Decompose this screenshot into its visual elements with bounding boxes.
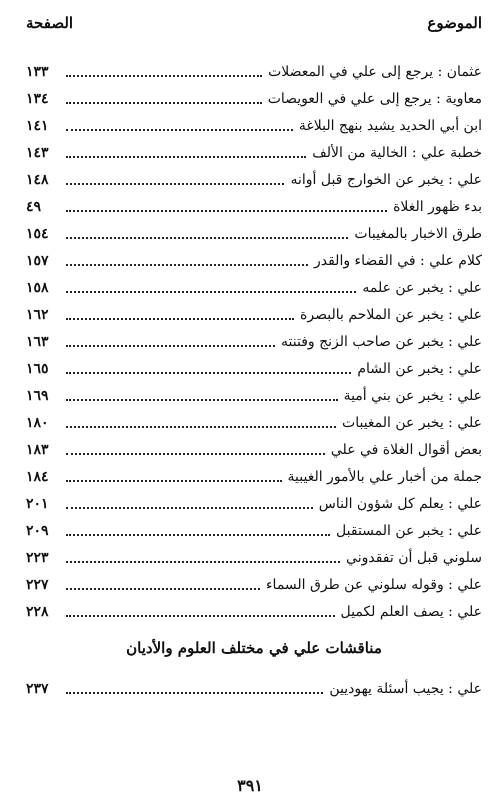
entry-title: سلوني قبل أن تفقدوني <box>346 550 482 566</box>
dot-leader <box>66 372 351 374</box>
section-entry-list <box>26 671 482 698</box>
entry-page-number: ٢٢٨ <box>26 604 49 620</box>
entry-page-number: ١٦٢ <box>26 307 49 323</box>
entry-title: علي : يخبر عن علمه <box>362 280 482 296</box>
entry-page-number: ١٦٩ <box>26 388 49 404</box>
entry-title: عثمان : يرجع إلى علي في المعضلات <box>268 64 482 80</box>
dot-leader <box>66 561 340 563</box>
toc-entry <box>26 405 482 432</box>
entry-title: علي : يخبر عن الخوارج قبل أوانه <box>290 172 482 188</box>
dot-leader <box>66 102 262 104</box>
entry-title: ابن أبي الحديد يشيد بنهج البلاغة <box>298 118 482 134</box>
entry-title: علي : يخبر عن صاحب الزنج وفتنته <box>281 334 482 350</box>
dot-leader <box>66 534 330 536</box>
entry-page-number: ٢٠١ <box>26 496 49 512</box>
entry-page-number: ٢٢٣ <box>26 550 49 566</box>
entry-page-number: ١٨٣ <box>26 442 49 458</box>
entry-title: جملة من أخبار علي بالأمور الغيبية <box>287 469 482 485</box>
toc-entry <box>26 324 482 351</box>
entry-page-number: ١٨٤ <box>26 469 49 485</box>
entry-title: علي : يخبر عن المستقبل <box>336 523 482 539</box>
entry-title: معاوية : يرجع إلى علي في العويصات <box>267 91 482 107</box>
toc-entry <box>26 594 482 621</box>
toc-entry <box>26 54 482 81</box>
dot-leader <box>66 480 282 482</box>
dot-leader <box>66 237 348 239</box>
dot-leader <box>66 507 313 509</box>
section-heading: مناقشات علي في مختلف العلوم والأديان <box>126 639 382 657</box>
dot-leader <box>66 692 323 694</box>
toc-entry <box>26 432 482 459</box>
dot-leader <box>66 183 284 185</box>
toc-header <box>26 14 482 32</box>
dot-leader <box>66 156 306 158</box>
dot-leader <box>66 129 293 131</box>
entry-page-number: ٤٩ <box>26 199 42 215</box>
entry-title: علي : يجيب أسئلة يهوديين <box>329 681 482 697</box>
entry-title: بعض أقوال الغلاة في علي <box>330 442 482 458</box>
entry-title: علي : وقوله سلوني عن طرق السماء <box>265 577 482 593</box>
entry-title: بدء ظهور الغلاة <box>393 199 482 215</box>
entry-title: خطبة علي : الخالية من الألف <box>312 145 482 161</box>
entry-page-number: ٢٢٧ <box>26 577 49 593</box>
entry-page-number: ١٤١ <box>26 118 49 134</box>
page-number: ٣٩١ <box>237 776 263 795</box>
page-column-heading: الصفحة <box>26 14 74 32</box>
entry-page-number: ١٤٣ <box>26 145 49 161</box>
toc-entry <box>26 243 482 270</box>
toc-entry <box>26 486 482 513</box>
dot-leader <box>66 291 356 293</box>
toc-entry <box>26 189 482 216</box>
toc-entry <box>26 513 482 540</box>
entry-page-number: ١٥٧ <box>26 253 49 269</box>
dot-leader <box>66 399 338 401</box>
entry-page-number: ١٦٥ <box>26 361 49 377</box>
toc-entry <box>26 378 482 405</box>
dot-leader <box>66 426 336 428</box>
entry-title: كلام علي : في القضاء والقدر <box>313 253 482 269</box>
entry-page-number: ١٣٤ <box>26 91 49 107</box>
entry-title: علي : يعلم كل شؤون الناس <box>318 496 482 512</box>
toc-entry <box>26 135 482 162</box>
entry-title: علي : يخبر عن الشام <box>357 361 482 377</box>
entry-page-number: ١٥٤ <box>26 226 49 242</box>
entry-page-number: ٢٠٩ <box>26 523 49 539</box>
toc-entry <box>26 567 482 594</box>
toc-entry-list <box>26 54 482 621</box>
entry-title: علي : يصف العلم لكميل <box>340 604 482 620</box>
entry-page-number: ١٥٨ <box>26 280 49 296</box>
toc-entry <box>26 216 482 243</box>
dot-leader <box>66 453 325 455</box>
entry-title: طرق الاخبار بالمغيبات <box>354 226 482 242</box>
entry-title: علي : يخبر عن المغيبات <box>342 415 482 431</box>
entry-title: علي : يخبر عن بني أمية <box>343 388 482 404</box>
toc-entry <box>26 108 482 135</box>
toc-entry <box>26 459 482 486</box>
toc-entry <box>26 81 482 108</box>
dot-leader <box>66 615 335 617</box>
entry-page-number: ١٨٠ <box>26 415 49 431</box>
dot-leader <box>66 75 262 77</box>
dot-leader <box>66 318 294 320</box>
toc-entry <box>26 671 482 698</box>
toc-entry <box>26 297 482 324</box>
entry-page-number: ١٤٨ <box>26 172 49 188</box>
toc-entry <box>26 351 482 378</box>
dot-leader <box>66 588 260 590</box>
toc-entry <box>26 162 482 189</box>
toc-entry <box>26 270 482 297</box>
entry-page-number: ١٣٣ <box>26 64 49 80</box>
subject-column-heading: الموضوع <box>427 14 482 32</box>
toc-entry <box>26 540 482 567</box>
entry-page-number: ٢٣٧ <box>26 681 49 697</box>
entry-title: علي : يخبر عن الملاحم بالبصرة <box>300 307 482 323</box>
dot-leader <box>66 264 308 266</box>
entry-page-number: ١٦٣ <box>26 334 49 350</box>
dot-leader <box>66 345 275 347</box>
dot-leader <box>66 210 387 212</box>
table-of-contents <box>26 54 482 698</box>
